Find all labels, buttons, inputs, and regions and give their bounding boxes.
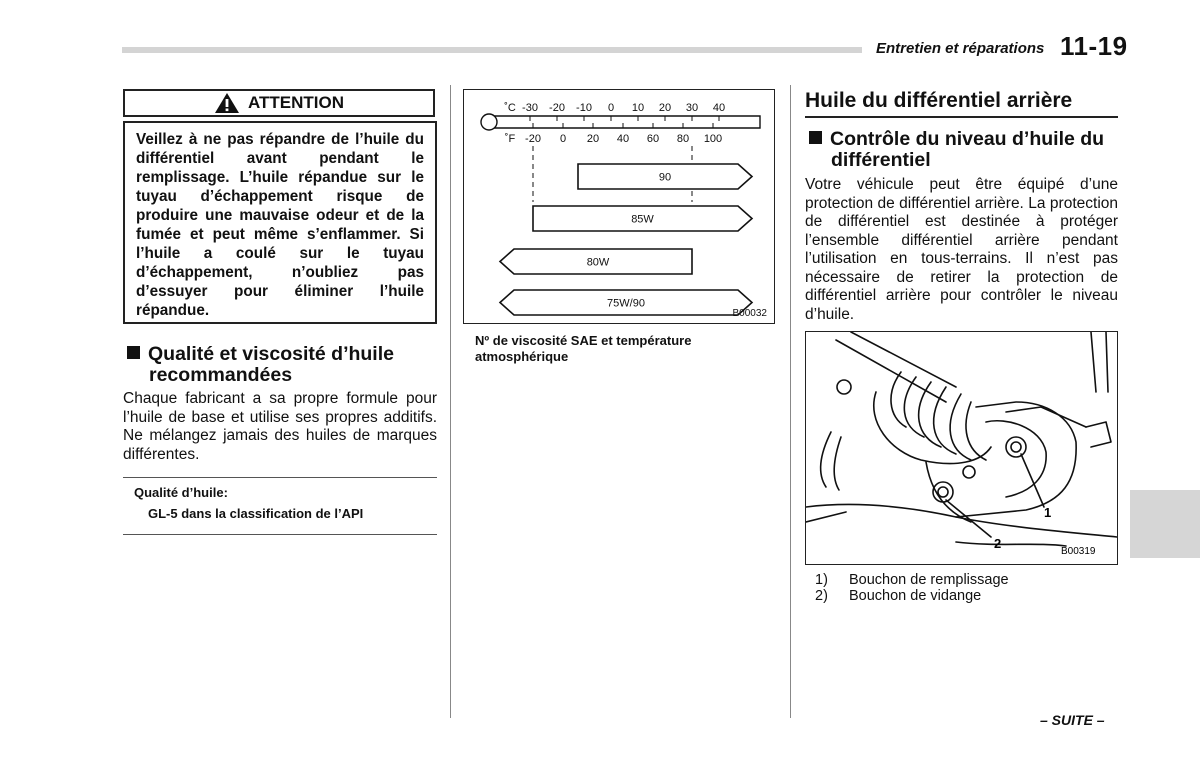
spec-value: GL-5 dans la classification de l’API [148,506,364,521]
spec-rule-top [123,477,437,478]
viscosity-bar-label: 90 [658,171,672,184]
callout-1: 1 [1044,505,1052,520]
fahrenheit-tick-label: 60 [646,133,660,145]
thermometer-bulb [481,114,497,130]
legend-item: 2) Bouchon de vidange [815,588,982,604]
celsius-tick-label: -30 [522,102,538,114]
callout-2: 2 [994,536,1002,551]
legend-item: 1) Bouchon de remplissage [815,572,1009,588]
viscosity-chart-svg [464,90,774,323]
differential-illustration [806,332,1117,564]
heading-rule [805,116,1118,118]
square-bullet-icon [127,346,140,359]
celsius-tick-label: -20 [549,102,565,114]
check-heading: Contrôle du niveau d’huile du différentiel [809,129,1129,171]
celsius-tick-label: -10 [576,102,592,114]
header-bar [122,47,862,53]
celsius-unit-label: ˚C [504,102,516,114]
attention-text: Veillez à ne pas répandre de l’huile du différentiel avant pendant le remplissage. L’huile répandue sur le tuyau d’échappement risque de produire une mauvaise odeur et de la fumée et peut même s’enflammer. Si l’huile a coulé sur le tuyau d’échappement, n’oubliez pas d’essuyer pour éliminer l’huile répandue. [123,121,437,324]
fahrenheit-unit-label: ˚F [504,133,516,145]
viscosity-bar-label: 75W/90 [607,297,645,310]
spec-rule-bottom [123,534,437,535]
figure-code: B00319 [1061,546,1096,557]
section-title: Entretien et réparations [876,40,1045,57]
celsius-tick-label: 30 [685,102,699,114]
page-number: 11-19 [1060,31,1128,61]
warning-icon [214,92,240,114]
attention-title: ATTENTION [247,93,344,112]
differential-figure [805,331,1118,565]
fahrenheit-tick-label: 20 [586,133,600,145]
celsius-tick-label: 20 [658,102,672,114]
viscosity-bar-label: 80W [586,256,610,269]
spec-label: Qualité d’huile: [134,485,228,500]
celsius-tick-label: 10 [631,102,645,114]
chart-caption: Nº de viscosité SAE et température atmosphérique [475,333,692,364]
fahrenheit-tick-label: -20 [525,133,541,145]
fahrenheit-tick-label: 40 [616,133,630,145]
viscosity-chart [463,89,775,324]
square-bullet-icon [809,131,822,144]
page-heading: Huile du différentiel arrière [805,89,1073,112]
fahrenheit-tick-label: 0 [559,133,567,145]
figure-legend [815,572,1115,604]
continued-label: – SUITE – [1040,712,1105,728]
celsius-tick-label: 40 [712,102,726,114]
fahrenheit-tick-label: 80 [676,133,690,145]
attention-header [123,89,435,117]
quality-heading: Qualité et viscosité d’huile recommandées [127,344,447,386]
chapter-tab [1130,490,1200,558]
column-divider-left [450,85,451,718]
viscosity-bar-label: 85W [631,213,654,226]
column-divider-right [790,85,791,718]
quality-text: Chaque fabricant a sa propre formule pour l’huile de base et utilise ses propres additifs. Ne mélangez jamais des huiles de marques différentes. [123,390,437,463]
fahrenheit-tick-label: 100 [703,133,723,145]
celsius-tick-label: 0 [607,102,615,114]
chart-code: B00032 [732,308,767,319]
check-text: Votre véhicule peut être équipé d’une protection de différentiel arrière. La protection de différentiel est destinée à protéger l’ensemble différentiel arrière pendant l’utilisation en tous-terrains. Il n’est pas nécessaire de retirer la protection de différentiel arrière pour contrôler le niveau d’huile. [805,176,1118,323]
thermometer-tube [494,116,760,128]
